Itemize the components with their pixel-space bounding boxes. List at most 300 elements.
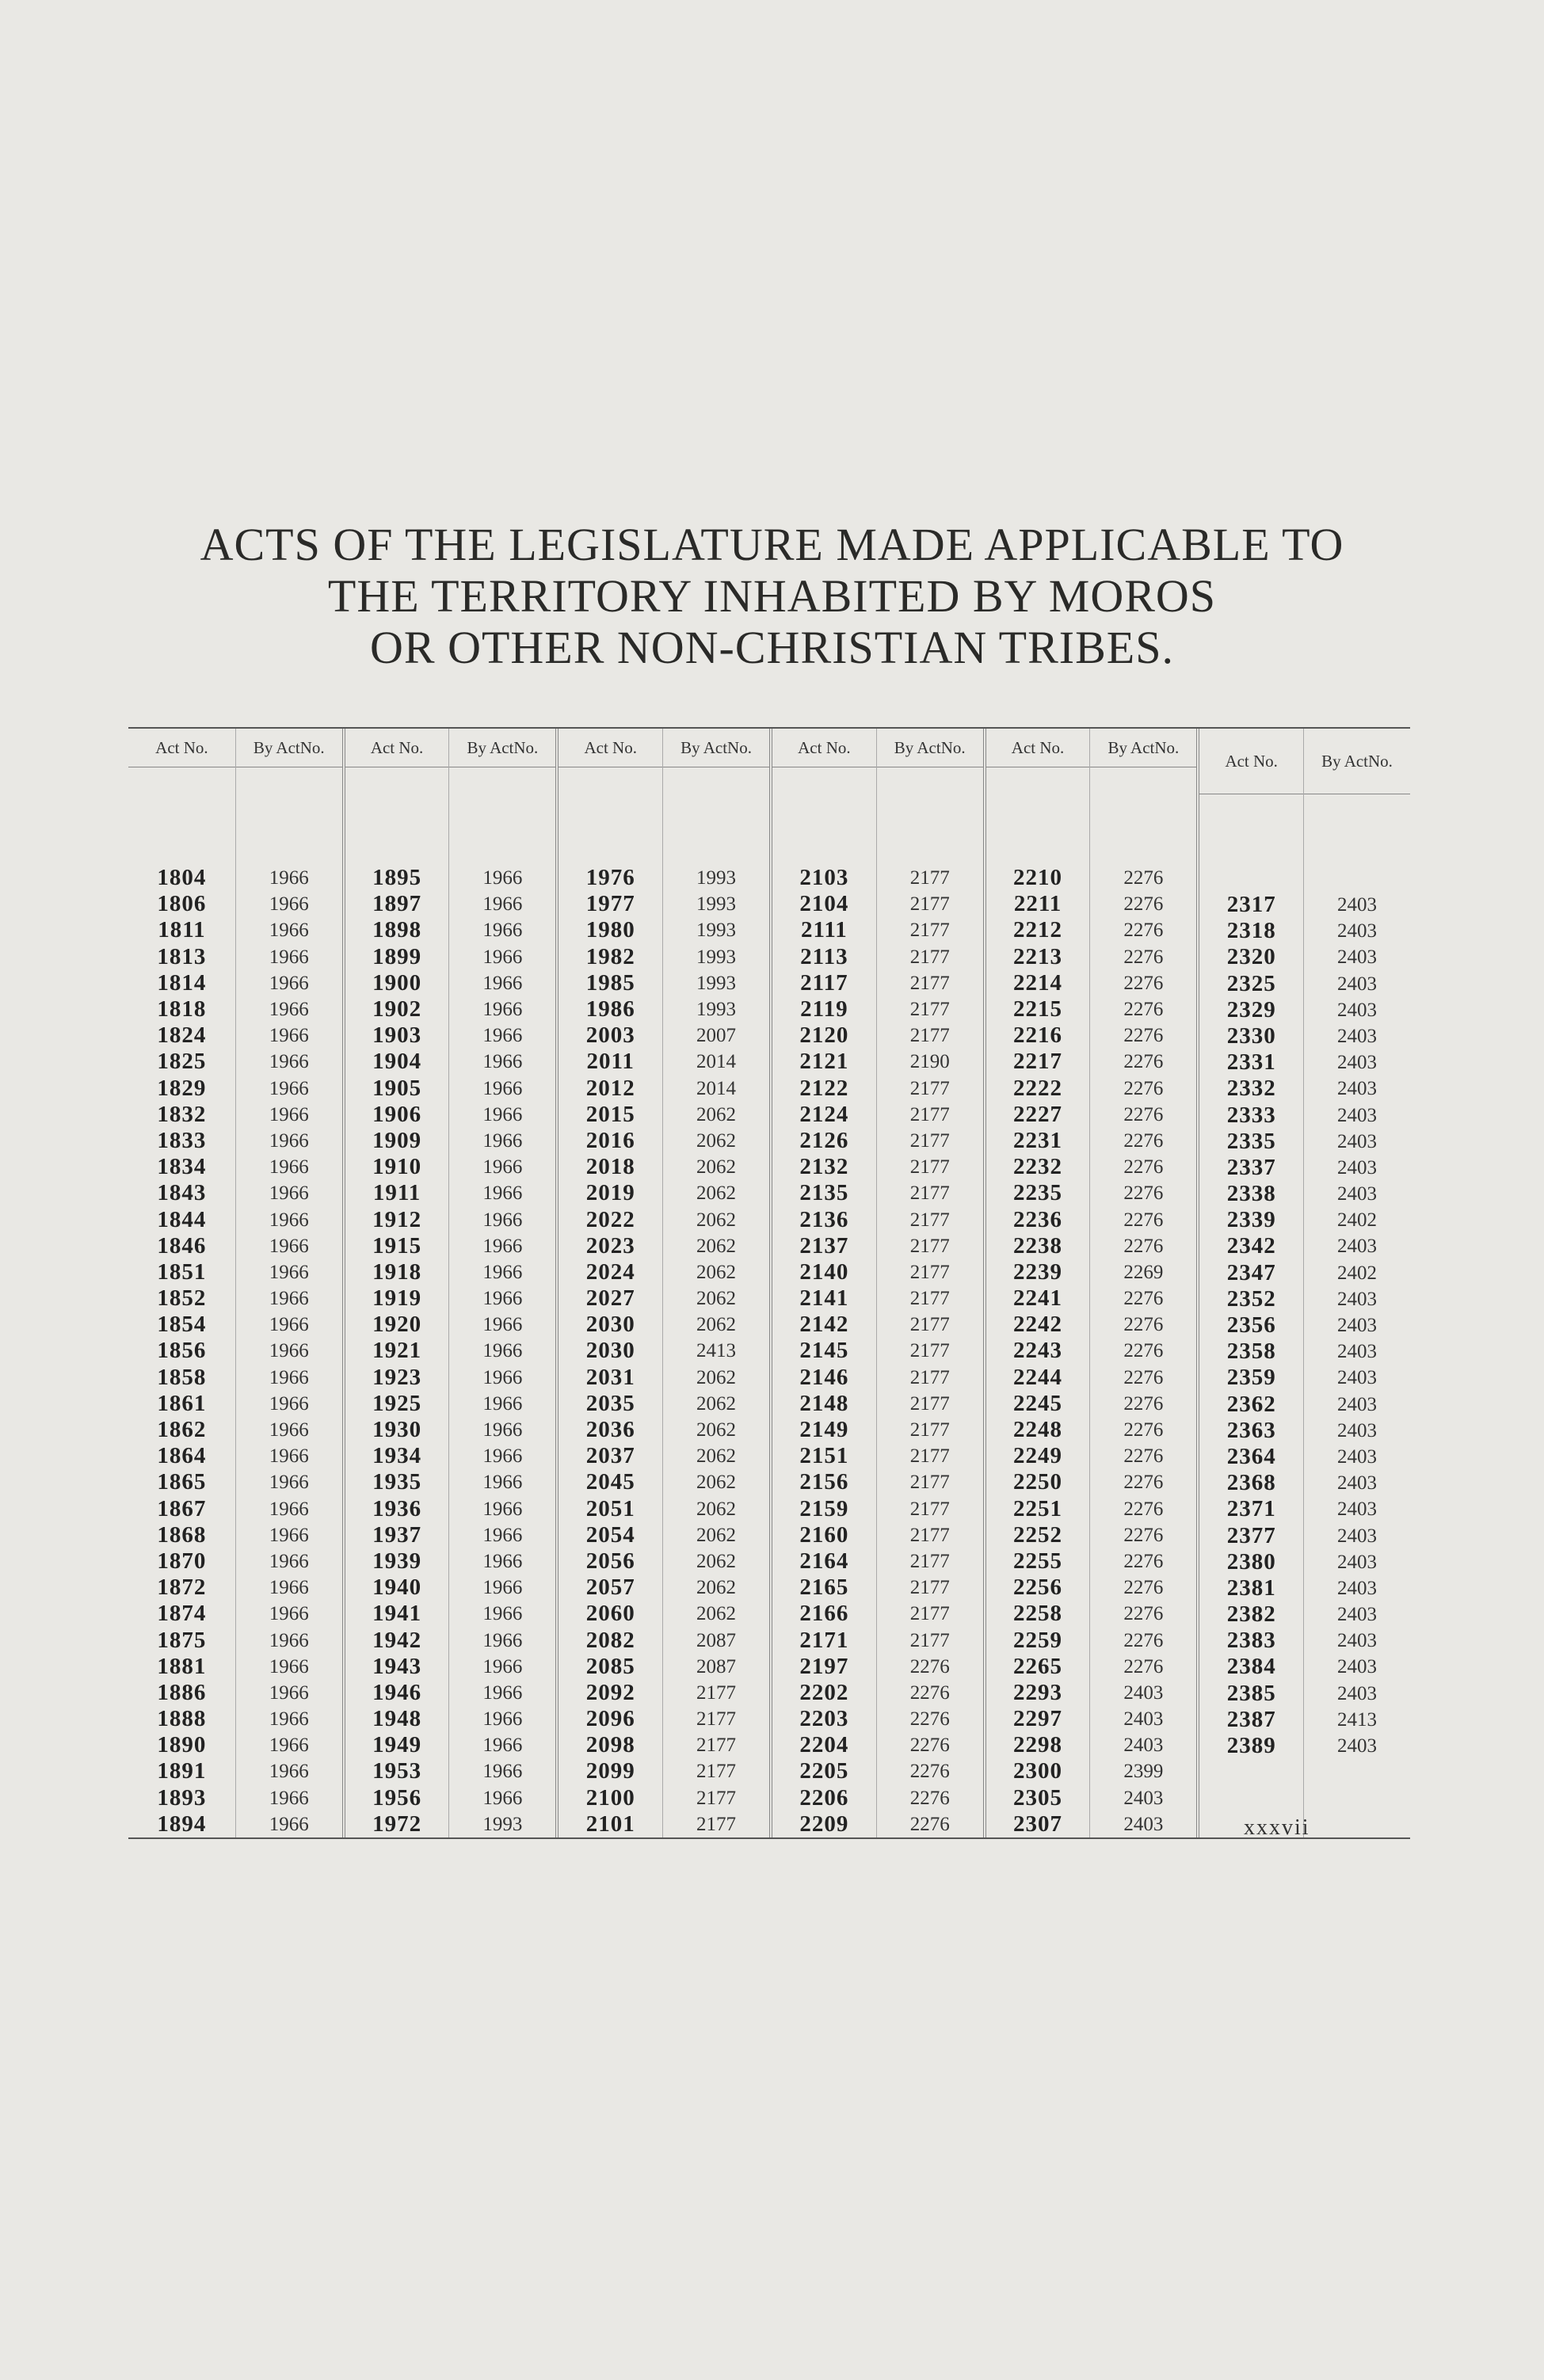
by-act-number-cell: 1993 (696, 946, 737, 968)
act-number-cell: 1939 (372, 1548, 422, 1574)
act-number-cell: 1910 (372, 1154, 422, 1180)
act-number-cell: 1874 (157, 1601, 207, 1627)
act-number-cell: 1930 (372, 1417, 422, 1442)
act-number-cell: 2135 (799, 1180, 849, 1206)
act-number-cell: 2331 (1226, 1049, 1276, 1076)
by-act-header-line2: No. (1368, 751, 1393, 771)
act-number-cell: 2317 (1226, 892, 1276, 917)
by-act-number-cell: 2413 (696, 1340, 737, 1362)
act-no-header: Act No. (986, 729, 1090, 767)
act-number-cell: 1861 (157, 1390, 207, 1416)
act-number-cell: 2216 (1013, 1022, 1063, 1049)
act-number-cell: 2339 (1226, 1207, 1276, 1233)
act-number-cell: 1806 (157, 891, 207, 917)
act-number-cell: 2156 (799, 1469, 849, 1495)
by-act-number-cell: 2177 (909, 1129, 950, 1152)
by-act-number-cell: 1966 (482, 1314, 523, 1336)
title-line-3: OR OTHER NON-CHRISTIAN TRIBES. (370, 622, 1174, 673)
by-act-number-cell: 1966 (269, 1577, 309, 1599)
by-act-number-cell: 1966 (482, 1366, 523, 1388)
act-number-cell: 2385 (1226, 1680, 1276, 1706)
by-act-number-cell: 2399 (1123, 1761, 1164, 1783)
act-number-cell: 1881 (157, 1653, 207, 1679)
act-number-cell: 1903 (372, 1022, 422, 1049)
act-number-cell: 2027 (585, 1285, 635, 1312)
by-act-number-cell: 2403 (1337, 1525, 1378, 1547)
by-act-header-line2: No. (299, 737, 325, 757)
by-act-number-cell: 2177 (909, 1077, 950, 1099)
act-number-cell: 2371 (1226, 1496, 1276, 1522)
by-act-number-cell: 1966 (269, 1735, 309, 1757)
by-act-number-cell: 2014 (696, 1077, 737, 1099)
by-act-number-cell: 2177 (696, 1681, 737, 1704)
by-act-number-cell: 2403 (1337, 1052, 1378, 1074)
act-number-cell: 2325 (1226, 970, 1276, 996)
act-number-cell: 2204 (799, 1732, 849, 1758)
act-number-cell: 1912 (372, 1206, 422, 1232)
act-number-cell: 2149 (799, 1417, 849, 1442)
by-act-number-cell: 2269 (1123, 1261, 1164, 1283)
by-act-number-cell: 2276 (1123, 1129, 1164, 1152)
act-number-cell: 2380 (1226, 1548, 1276, 1575)
act-number-cell: 2022 (585, 1206, 635, 1232)
act-number-cell: 2333 (1226, 1102, 1276, 1128)
act-number-cell: 2054 (585, 1521, 635, 1548)
act-number-cell: 2146 (799, 1364, 849, 1390)
act-number-cell: 2362 (1226, 1391, 1276, 1417)
act-number-cell: 1832 (157, 1101, 207, 1127)
act-number-cell: 1898 (372, 917, 422, 943)
act-number-cell: 2117 (800, 969, 848, 996)
by-act-number-cell: 2177 (909, 1366, 950, 1388)
act-number-cell: 2031 (585, 1364, 635, 1390)
by-act-number-cell: 2276 (1123, 946, 1164, 968)
act-number-cell: 2136 (799, 1206, 849, 1232)
by-act-number-cell: 2403 (1337, 1288, 1378, 1310)
by-act-number-cell: 2276 (1123, 920, 1164, 942)
by-act-number-cell: 2276 (1123, 1550, 1164, 1572)
by-act-header-line1: By Act (253, 737, 300, 757)
act-number-cell: 1953 (372, 1758, 422, 1784)
by-act-number-cell: 2177 (909, 920, 950, 942)
act-no-column (342, 729, 449, 1837)
by-act-number-cell: 2276 (1123, 1340, 1164, 1362)
by-act-number-cell: 1966 (482, 1498, 523, 1520)
by-act-number-cell: 2403 (1337, 1656, 1378, 1678)
act-number-cell: 2384 (1226, 1654, 1276, 1680)
act-number-cell: 1854 (157, 1312, 207, 1338)
act-number-cell: 1813 (157, 943, 207, 969)
act-number-cell: 1905 (372, 1075, 422, 1101)
act-number-cell: 2250 (1013, 1469, 1063, 1495)
by-act-no-column (662, 729, 769, 1837)
act-number-cell: 2256 (1013, 1575, 1063, 1601)
act-number-cell: 2381 (1226, 1575, 1276, 1601)
by-act-number-cell: 1966 (482, 1235, 523, 1257)
act-no-header: Act No. (128, 729, 235, 767)
by-act-number-cell: 2062 (696, 1524, 737, 1546)
page-number: xxxvii (1244, 1815, 1310, 1840)
act-number-cell: 2239 (1013, 1259, 1063, 1285)
act-number-cell: 2160 (799, 1521, 849, 1548)
act-number-cell: 2347 (1226, 1259, 1276, 1285)
act-number-cell: 2101 (585, 1811, 635, 1837)
by-act-number-cell: 2413 (1337, 1708, 1378, 1731)
by-act-number-cell: 2403 (1337, 1130, 1378, 1152)
act-number-cell: 2337 (1226, 1154, 1276, 1180)
act-number-cell: 2259 (1013, 1627, 1063, 1653)
act-number-cell: 2030 (585, 1312, 635, 1338)
by-act-number-cell: 2276 (1123, 1655, 1164, 1677)
by-act-number-cell: 2177 (909, 1340, 950, 1362)
by-act-number-cell: 2403 (1337, 1025, 1378, 1047)
by-act-number-cell: 2177 (909, 893, 950, 916)
by-act-number-cell: 1966 (482, 1761, 523, 1783)
act-number-cell: 1942 (372, 1627, 422, 1653)
act-number-cell: 1893 (157, 1784, 207, 1811)
by-act-number-cell: 2403 (1337, 894, 1378, 916)
act-number-cell: 2124 (799, 1101, 849, 1127)
by-act-number-cell: 1966 (269, 1288, 309, 1310)
by-act-no-column (876, 729, 983, 1837)
by-act-number-cell: 2062 (696, 1209, 737, 1231)
by-act-number-cell: 1993 (696, 920, 737, 942)
act-number-cell: 1902 (372, 996, 422, 1022)
act-number-cell: 2356 (1226, 1312, 1276, 1338)
by-act-number-cell: 2403 (1123, 1708, 1164, 1731)
act-number-cell: 2148 (799, 1390, 849, 1416)
act-number-cell: 1949 (372, 1732, 422, 1758)
by-act-header-line2: No. (1154, 737, 1180, 757)
act-number-cell: 1923 (372, 1364, 422, 1390)
by-act-number-cell: 1966 (269, 1261, 309, 1283)
by-act-number-cell: 2276 (1123, 1025, 1164, 1047)
by-act-number-cell: 1966 (269, 1392, 309, 1415)
by-act-number-cell: 2062 (696, 1498, 737, 1520)
act-number-cell: 2359 (1226, 1365, 1276, 1391)
act-number-cell: 1895 (372, 865, 422, 891)
act-number-cell: 1862 (157, 1417, 207, 1442)
by-act-number-cell: 2276 (1123, 1419, 1164, 1441)
act-number-cell: 2003 (585, 1022, 635, 1049)
by-act-number-cell: 1966 (482, 1735, 523, 1757)
act-number-cell: 1865 (157, 1469, 207, 1495)
act-number-cell: 2113 (800, 943, 848, 969)
act-number-cell: 1909 (372, 1127, 422, 1153)
act-number-cell: 2217 (1013, 1049, 1063, 1075)
by-act-number-cell: 2403 (1337, 1367, 1378, 1389)
by-act-number-cell: 1966 (482, 1419, 523, 1441)
act-number-cell: 2358 (1226, 1339, 1276, 1365)
by-act-number-cell: 2276 (1123, 1472, 1164, 1494)
by-act-number-cell: 2014 (696, 1051, 737, 1073)
act-number-cell: 2377 (1226, 1522, 1276, 1548)
by-act-number-cell: 1966 (482, 1288, 523, 1310)
act-number-cell: 1899 (372, 943, 422, 969)
by-act-number-cell: 2062 (696, 1577, 737, 1599)
by-act-number-cell: 2177 (909, 1445, 950, 1468)
by-act-number-cell: 1966 (269, 1051, 309, 1073)
act-number-cell: 1915 (372, 1232, 422, 1259)
by-act-number-cell: 2276 (1123, 1629, 1164, 1651)
by-act-number-cell: 2276 (1123, 999, 1164, 1020)
act-number-cell: 1891 (157, 1758, 207, 1784)
act-number-cell: 2293 (1013, 1679, 1063, 1705)
by-act-number-cell: 2276 (909, 1813, 950, 1835)
by-act-number-cell: 1966 (269, 1681, 309, 1704)
act-number-cell: 2242 (1013, 1312, 1063, 1338)
act-number-cell: 2297 (1013, 1706, 1063, 1732)
by-act-number-cell: 1966 (482, 1156, 523, 1179)
by-act-number-cell: 2403 (1337, 1078, 1378, 1100)
act-number-cell: 2197 (799, 1653, 849, 1679)
by-act-header-line2: No. (513, 737, 539, 757)
act-number-cell: 1814 (157, 969, 207, 996)
act-number-cell: 1977 (585, 891, 635, 917)
by-act-number-cell: 2177 (909, 1156, 950, 1179)
act-number-cell: 1982 (585, 943, 635, 969)
act-number-cell: 2142 (799, 1312, 849, 1338)
act-number-cell: 2252 (1013, 1521, 1063, 1548)
by-act-number-cell: 2177 (909, 1524, 950, 1546)
by-act-number-cell: 2177 (909, 1419, 950, 1441)
by-act-number-cell: 2062 (696, 1392, 737, 1415)
by-act-number-cell: 2403 (1337, 1156, 1378, 1179)
title-line-1: ACTS OF THE LEGISLATURE MADE APPLICABLE TO (200, 519, 1344, 570)
act-number-cell: 1956 (372, 1784, 422, 1811)
act-number-cell: 2305 (1013, 1784, 1063, 1811)
act-number-cell: 1936 (372, 1495, 422, 1521)
act-number-cell: 1825 (157, 1049, 207, 1075)
by-act-number-cell: 1966 (269, 893, 309, 916)
by-act-header-line1: By Act (1107, 737, 1155, 757)
act-number-cell: 1886 (157, 1679, 207, 1705)
act-number-cell: 2018 (585, 1154, 635, 1180)
by-act-number-cell: 1966 (482, 1708, 523, 1731)
by-act-number-cell: 1966 (269, 1445, 309, 1468)
act-number-cell: 2164 (799, 1548, 849, 1574)
by-act-number-cell: 2276 (1123, 1603, 1164, 1625)
by-act-number-cell: 2276 (1123, 1051, 1164, 1073)
act-number-cell: 2203 (799, 1706, 849, 1732)
by-act-no-column (448, 729, 555, 1837)
by-act-number-cell: 2403 (1337, 1341, 1378, 1363)
act-number-cell: 1844 (157, 1206, 207, 1232)
act-number-cell: 2244 (1013, 1364, 1063, 1390)
by-act-number-cell: 1966 (269, 1025, 309, 1047)
by-act-number-cell: 2177 (696, 1735, 737, 1757)
act-number-cell: 2159 (799, 1495, 849, 1521)
by-act-number-cell: 1993 (482, 1813, 523, 1835)
by-act-number-cell: 2062 (696, 1366, 737, 1388)
act-number-cell: 2035 (585, 1390, 635, 1416)
by-act-number-cell: 2403 (1123, 1813, 1164, 1835)
by-act-number-cell: 2403 (1337, 1104, 1378, 1126)
act-number-cell: 2342 (1226, 1233, 1276, 1259)
title-line-2: THE TERRITORY INHABITED BY MOROS (327, 570, 1217, 622)
act-number-cell: 1811 (158, 917, 206, 943)
by-act-number-cell: 2403 (1337, 1604, 1378, 1626)
by-act-number-cell: 1966 (482, 1209, 523, 1231)
act-number-cell: 1906 (372, 1101, 422, 1127)
by-act-number-cell: 2402 (1337, 1209, 1378, 1232)
by-act-number-cell: 1966 (269, 1366, 309, 1388)
by-act-number-cell: 2177 (909, 1629, 950, 1651)
act-number-cell: 2100 (585, 1784, 635, 1811)
by-act-number-cell: 2276 (909, 1681, 950, 1704)
by-act-number-cell: 1966 (482, 1051, 523, 1073)
by-act-number-cell: 2062 (696, 1550, 737, 1572)
act-number-cell: 2011 (586, 1049, 635, 1075)
by-act-number-cell: 1966 (482, 1629, 523, 1651)
by-act-number-cell: 1966 (269, 1182, 309, 1205)
act-number-cell: 2024 (585, 1259, 635, 1285)
by-act-number-cell: 2062 (696, 1288, 737, 1310)
act-number-cell: 1818 (157, 996, 207, 1022)
act-number-cell: 2212 (1013, 917, 1063, 943)
by-act-number-cell: 2276 (1123, 893, 1164, 916)
act-number-cell: 2137 (799, 1232, 849, 1259)
act-number-cell: 2111 (800, 917, 848, 943)
by-act-number-cell: 2276 (909, 1735, 950, 1757)
by-act-number-cell: 1966 (269, 1498, 309, 1520)
act-number-cell: 1980 (585, 917, 635, 943)
by-act-number-cell: 2276 (1123, 972, 1164, 994)
act-number-cell: 1858 (157, 1364, 207, 1390)
act-number-cell: 2016 (585, 1127, 635, 1153)
by-act-number-cell: 2403 (1337, 1315, 1378, 1336)
act-number-cell: 1911 (372, 1180, 421, 1206)
by-act-number-cell: 2062 (696, 1235, 737, 1257)
act-number-cell: 2332 (1226, 1076, 1276, 1102)
act-number-cell: 2051 (585, 1495, 635, 1521)
act-number-cell: 1852 (157, 1285, 207, 1312)
act-number-cell: 1943 (372, 1653, 422, 1679)
by-act-number-cell: 2177 (909, 1550, 950, 1572)
act-number-cell: 1843 (157, 1180, 207, 1206)
by-act-number-cell: 2276 (1123, 1209, 1164, 1231)
act-number-cell: 2099 (585, 1758, 635, 1784)
act-number-cell: 1897 (372, 891, 422, 917)
by-act-number-cell: 2190 (909, 1051, 950, 1073)
by-act-number-cell: 1966 (269, 1550, 309, 1572)
by-act-number-cell: 2177 (696, 1813, 737, 1835)
by-act-number-cell: 2276 (1123, 1182, 1164, 1205)
page-title (0, 519, 1544, 673)
act-number-cell: 1946 (372, 1679, 422, 1705)
act-number-cell: 2120 (799, 1022, 849, 1049)
act-number-cell: 2060 (585, 1601, 635, 1627)
by-act-header-line1: By Act (467, 737, 514, 757)
act-number-cell: 1890 (157, 1732, 207, 1758)
act-number-cell: 2211 (1013, 891, 1062, 917)
by-act-number-cell: 2403 (1337, 1419, 1378, 1441)
by-act-number-cell: 2276 (1123, 1235, 1164, 1257)
by-act-number-cell: 2403 (1337, 999, 1378, 1021)
by-act-number-cell: 2177 (909, 1392, 950, 1415)
by-act-number-cell: 2177 (909, 867, 950, 889)
act-number-cell: 2202 (799, 1679, 849, 1705)
by-act-number-cell: 2087 (696, 1629, 737, 1651)
act-number-cell: 1868 (157, 1521, 207, 1548)
act-number-cell: 2209 (799, 1811, 849, 1837)
act-number-cell: 1904 (372, 1049, 422, 1075)
by-act-number-cell: 1966 (482, 920, 523, 942)
act-number-cell: 2330 (1226, 1022, 1276, 1049)
act-number-cell: 2045 (585, 1469, 635, 1495)
act-number-cell: 2023 (585, 1232, 635, 1259)
by-act-number-cell: 2403 (1337, 1682, 1378, 1704)
act-number-cell: 2300 (1013, 1758, 1063, 1784)
by-act-number-cell: 2062 (696, 1419, 737, 1441)
by-act-number-cell: 1966 (269, 1761, 309, 1783)
act-number-cell: 1976 (585, 865, 635, 891)
by-act-header-line1: By Act (894, 737, 941, 757)
by-act-number-cell: 2276 (1123, 1392, 1164, 1415)
by-act-number-cell: 2403 (1337, 1472, 1378, 1495)
by-act-number-cell: 1966 (269, 1603, 309, 1625)
by-act-number-cell: 2403 (1337, 1577, 1378, 1599)
by-act-no-column (1303, 729, 1410, 1837)
by-act-number-cell: 2403 (1337, 1236, 1378, 1258)
act-number-cell: 2363 (1226, 1417, 1276, 1443)
act-number-cell: 2214 (1013, 969, 1063, 996)
act-number-cell: 2092 (585, 1679, 635, 1705)
by-act-number-cell: 2177 (696, 1761, 737, 1783)
by-act-number-cell: 1966 (482, 867, 523, 889)
act-number-cell: 2318 (1226, 918, 1276, 944)
by-act-number-cell: 2177 (909, 1498, 950, 1520)
acts-table (128, 727, 1410, 1839)
by-act-no-header (663, 729, 769, 767)
by-act-number-cell: 1966 (269, 1629, 309, 1651)
by-act-number-cell: 1966 (482, 1103, 523, 1125)
act-no-column (1196, 729, 1303, 1837)
act-number-cell: 2082 (585, 1627, 635, 1653)
act-number-cell: 2210 (1013, 865, 1063, 891)
act-number-cell: 2383 (1226, 1628, 1276, 1654)
act-number-cell: 1833 (157, 1127, 207, 1153)
act-number-cell: 2243 (1013, 1338, 1063, 1364)
by-act-number-cell: 2062 (696, 1445, 737, 1468)
by-act-number-cell: 1966 (269, 1708, 309, 1731)
act-number-cell: 2231 (1013, 1127, 1063, 1153)
by-act-number-cell: 2403 (1337, 946, 1378, 969)
act-number-cell: 2320 (1226, 944, 1276, 970)
by-act-number-cell: 2177 (909, 1235, 950, 1257)
by-act-header-line1: By Act (681, 737, 728, 757)
act-number-cell: 1894 (157, 1811, 207, 1837)
act-number-cell: 2232 (1013, 1154, 1063, 1180)
by-act-number-cell: 2062 (696, 1182, 737, 1205)
by-act-number-cell: 2177 (909, 1261, 950, 1283)
act-number-cell: 1834 (157, 1154, 207, 1180)
act-number-cell: 2151 (799, 1443, 849, 1469)
by-act-number-cell: 1966 (482, 1261, 523, 1283)
act-number-cell: 1824 (157, 1022, 207, 1049)
by-act-number-cell: 1966 (482, 1077, 523, 1099)
by-act-number-cell: 2276 (1123, 1156, 1164, 1179)
by-act-number-cell: 1966 (269, 946, 309, 968)
by-act-number-cell: 2177 (909, 1209, 950, 1231)
by-act-number-cell: 1993 (696, 972, 737, 994)
by-act-number-cell: 1966 (269, 1472, 309, 1494)
by-act-number-cell: 2087 (696, 1655, 737, 1677)
by-act-number-cell: 2276 (1123, 1077, 1164, 1099)
by-act-number-cell: 1966 (269, 1235, 309, 1257)
act-number-cell: 2171 (799, 1627, 849, 1653)
by-act-number-cell: 2403 (1337, 1630, 1378, 1652)
